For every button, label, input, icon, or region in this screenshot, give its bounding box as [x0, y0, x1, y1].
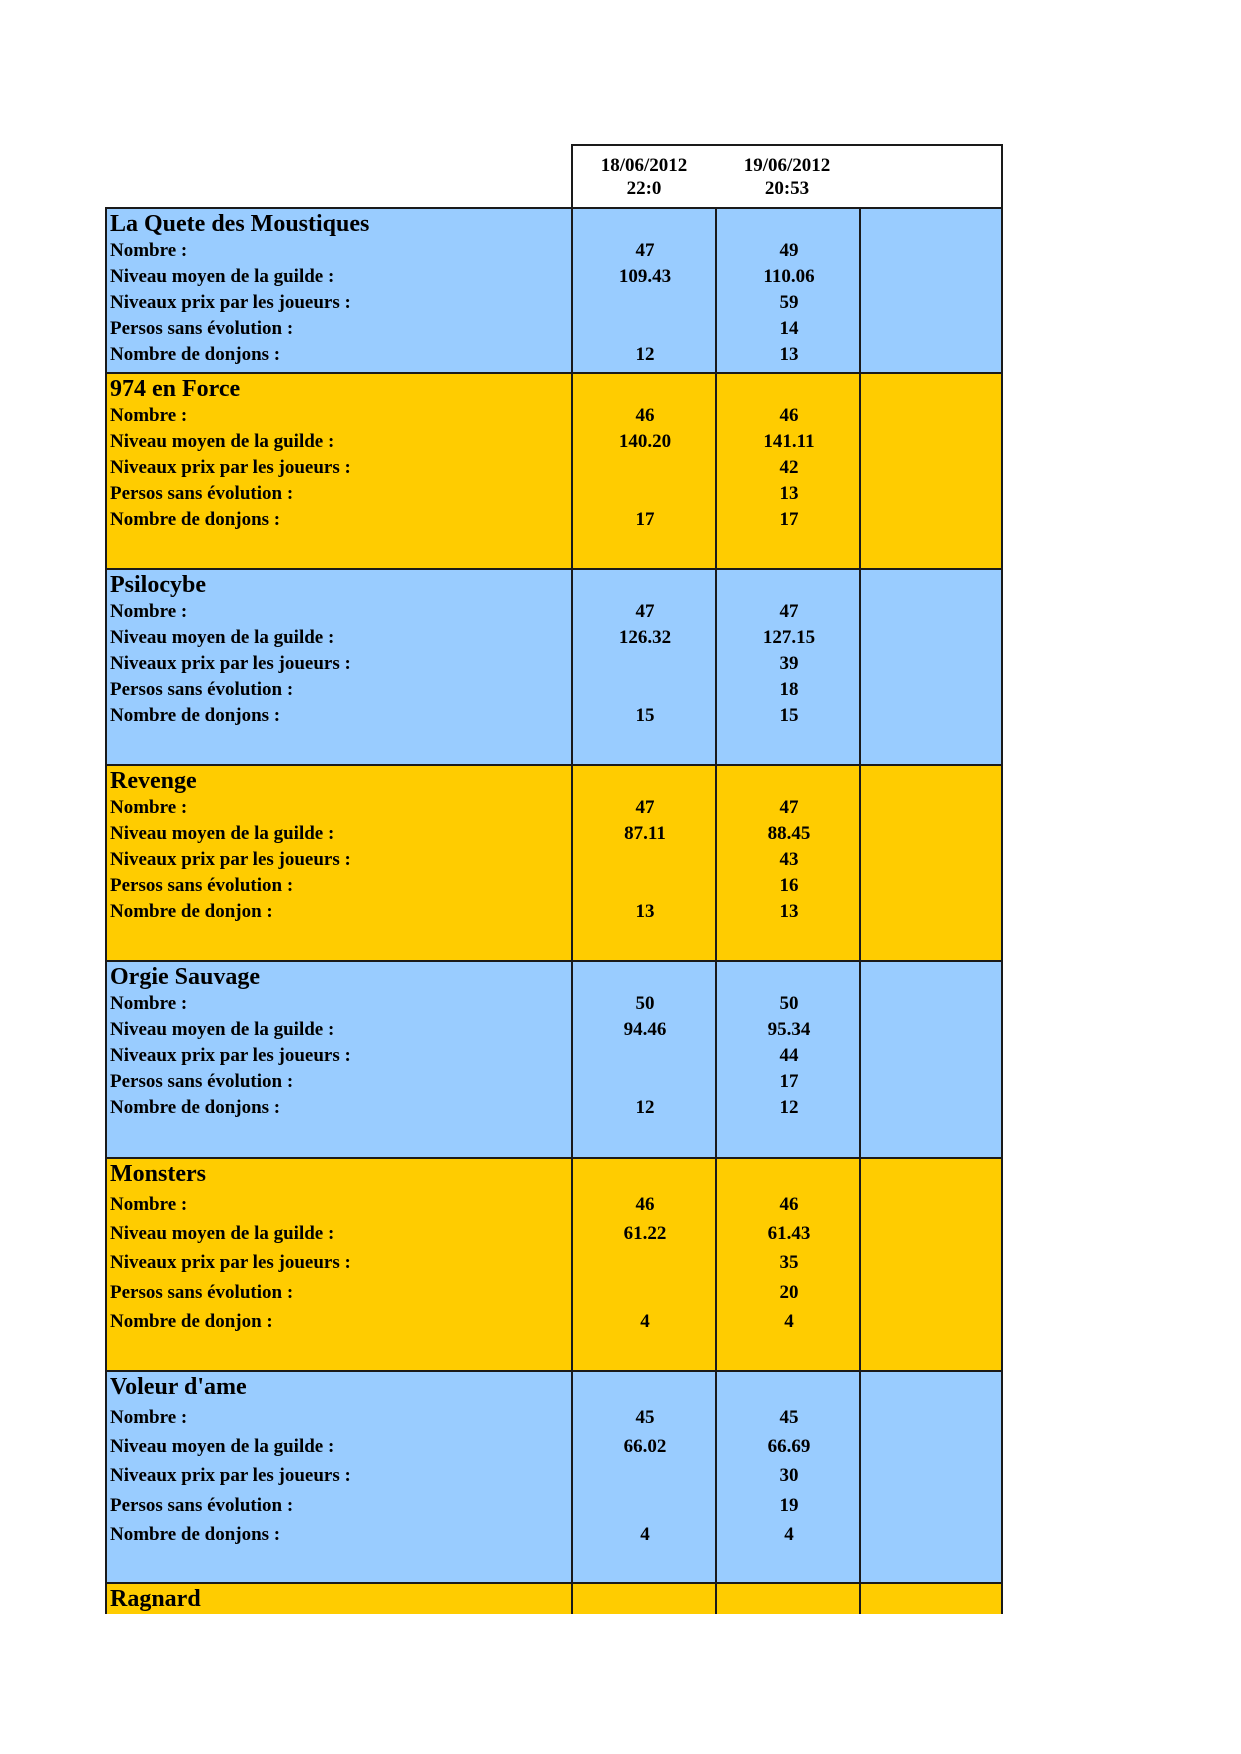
value-date-2: 44 — [779, 1045, 799, 1066]
stat-label: Nombre : — [110, 240, 188, 261]
value-date-2: 13 — [779, 901, 799, 922]
stat-label: Niveaux prix par les joueurs : — [110, 457, 351, 478]
value-date-1: 17 — [635, 509, 655, 530]
column-divider — [715, 1584, 717, 1614]
value-date-2: 12 — [779, 1097, 799, 1118]
stat-row — [107, 1495, 1001, 1521]
stat-label: Nombre : — [110, 405, 188, 426]
stat-label: Nombre : — [110, 993, 188, 1014]
guild-name: Revenge — [110, 768, 197, 794]
value-date-2: 110.06 — [763, 266, 815, 287]
stat-row — [107, 653, 1001, 679]
header-time: 20:53 — [764, 177, 810, 199]
stat-label: Nombre : — [110, 601, 188, 622]
stat-row — [107, 1436, 1001, 1462]
stat-label: Niveau moyen de la guilde : — [110, 431, 335, 452]
value-date-2: 30 — [779, 1465, 799, 1486]
stat-row — [107, 1223, 1001, 1249]
stat-label: Niveaux prix par les joueurs : — [110, 1465, 351, 1486]
value-date-1: 87.11 — [624, 823, 666, 844]
value-date-2: 16 — [779, 875, 799, 896]
guild-name: Ragnard — [110, 1586, 201, 1612]
value-date-2: 50 — [779, 993, 799, 1014]
stat-row — [107, 1282, 1001, 1308]
value-date-1: 13 — [635, 901, 655, 922]
value-date-2: 15 — [779, 705, 799, 726]
stat-label: Persos sans évolution : — [110, 1071, 294, 1092]
value-date-2: 46 — [779, 405, 799, 426]
stat-row — [107, 1407, 1001, 1433]
value-date-2: 66.69 — [767, 1436, 811, 1457]
stat-label: Persos sans évolution : — [110, 483, 294, 504]
stat-label: Niveaux prix par les joueurs : — [110, 849, 351, 870]
column-header-date-2 — [715, 144, 861, 207]
column-divider — [571, 1584, 573, 1614]
value-date-1: 15 — [635, 705, 655, 726]
value-date-2: 18 — [779, 679, 799, 700]
header-time: 22:0 — [626, 177, 662, 199]
guild-block — [105, 207, 1003, 372]
stat-row — [107, 344, 1001, 370]
stat-row — [107, 705, 1001, 731]
value-date-1: 109.43 — [618, 266, 672, 287]
value-date-1: 47 — [635, 601, 655, 622]
stat-row — [107, 849, 1001, 875]
value-date-1: 4 — [640, 1524, 650, 1545]
stat-label: Nombre de donjons : — [110, 509, 281, 530]
column-header-empty — [859, 144, 1003, 207]
value-date-1: 12 — [635, 344, 655, 365]
guild-block — [105, 1157, 1003, 1370]
guild-name: 974 en Force — [110, 376, 241, 402]
value-date-2: 43 — [779, 849, 799, 870]
stat-label: Nombre de donjon : — [110, 901, 273, 922]
value-date-2: 13 — [779, 483, 799, 504]
stat-row — [107, 292, 1001, 318]
stat-label: Persos sans évolution : — [110, 875, 294, 896]
value-date-2: 19 — [779, 1495, 799, 1516]
stat-row — [107, 875, 1001, 901]
guild-block — [105, 568, 1003, 764]
stat-row — [107, 993, 1001, 1019]
value-date-2: 45 — [779, 1407, 799, 1428]
value-date-1: 46 — [635, 1194, 655, 1215]
stat-row — [107, 901, 1001, 927]
stat-row — [107, 1097, 1001, 1123]
stat-label: Persos sans évolution : — [110, 1282, 294, 1303]
stat-row — [107, 627, 1001, 653]
guild-name: Orgie Sauvage — [110, 964, 260, 990]
stat-row — [107, 1465, 1001, 1491]
stat-label: Niveaux prix par les joueurs : — [110, 1252, 351, 1273]
column-header-date-1 — [571, 144, 717, 207]
value-date-2: 47 — [779, 601, 799, 622]
stat-row — [107, 509, 1001, 535]
guild-name: Psilocybe — [110, 572, 206, 598]
stat-row — [107, 431, 1001, 457]
stat-label: Nombre de donjon : — [110, 1311, 273, 1332]
value-date-2: 59 — [779, 292, 799, 313]
guild-block — [105, 764, 1003, 960]
stat-row — [107, 483, 1001, 509]
stat-label: Niveaux prix par les joueurs : — [110, 292, 351, 313]
column-divider — [859, 1584, 861, 1614]
value-date-2: 4 — [784, 1524, 794, 1545]
stat-label: Nombre de donjons : — [110, 344, 281, 365]
guild-name: Monsters — [110, 1161, 206, 1187]
stat-label: Nombre de donjons : — [110, 1524, 281, 1545]
stat-row — [107, 1524, 1001, 1550]
stat-label: Nombre : — [110, 1194, 188, 1215]
stat-label: Niveau moyen de la guilde : — [110, 1019, 335, 1040]
stat-label: Niveau moyen de la guilde : — [110, 627, 335, 648]
stat-label: Niveau moyen de la guilde : — [110, 1223, 335, 1244]
value-date-2: 61.43 — [767, 1223, 811, 1244]
stat-row — [107, 679, 1001, 705]
value-date-1: 47 — [635, 240, 655, 261]
value-date-1: 126.32 — [618, 627, 672, 648]
stat-row — [107, 266, 1001, 292]
value-date-2: 95.34 — [767, 1019, 811, 1040]
value-date-1: 46 — [635, 405, 655, 426]
value-date-2: 141.11 — [763, 431, 815, 452]
stat-row — [107, 1019, 1001, 1045]
stat-row — [107, 1252, 1001, 1278]
stat-row — [107, 1194, 1001, 1220]
guild-block — [105, 372, 1003, 568]
value-date-1: 61.22 — [623, 1223, 667, 1244]
stat-label: Nombre : — [110, 797, 188, 818]
stat-row — [107, 797, 1001, 823]
value-date-2: 17 — [779, 1071, 799, 1092]
stat-label: Niveaux prix par les joueurs : — [110, 1045, 351, 1066]
stat-label: Persos sans évolution : — [110, 318, 294, 339]
stat-row — [107, 1071, 1001, 1097]
value-date-2: 4 — [784, 1311, 794, 1332]
value-date-2: 13 — [779, 344, 799, 365]
value-date-2: 46 — [779, 1194, 799, 1215]
header-date: 18/06/2012 — [600, 154, 688, 176]
stat-row — [107, 1045, 1001, 1071]
stat-label: Nombre : — [110, 1407, 188, 1428]
stat-row — [107, 457, 1001, 483]
guild-name: La Quete des Moustiques — [110, 211, 370, 237]
stat-label: Niveaux prix par les joueurs : — [110, 653, 351, 674]
stat-row — [107, 1311, 1001, 1337]
value-date-2: 88.45 — [767, 823, 811, 844]
value-date-1: 50 — [635, 993, 655, 1014]
value-date-2: 49 — [779, 240, 799, 261]
value-date-1: 140.20 — [618, 431, 672, 452]
value-date-2: 14 — [779, 318, 799, 339]
value-date-2: 42 — [779, 457, 799, 478]
guild-block — [105, 1582, 1003, 1614]
stat-label: Niveau moyen de la guilde : — [110, 266, 335, 287]
stat-row — [107, 405, 1001, 431]
value-date-1: 66.02 — [623, 1436, 667, 1457]
value-date-1: 4 — [640, 1311, 650, 1332]
value-date-1: 94.46 — [623, 1019, 667, 1040]
value-date-2: 35 — [779, 1252, 799, 1273]
value-date-1: 45 — [635, 1407, 655, 1428]
guild-block — [105, 960, 1003, 1157]
value-date-1: 12 — [635, 1097, 655, 1118]
stat-label: Nombre de donjons : — [110, 1097, 281, 1118]
stat-label: Niveau moyen de la guilde : — [110, 1436, 335, 1457]
stat-row — [107, 601, 1001, 627]
guild-name: Voleur d'ame — [110, 1374, 247, 1400]
stat-label: Persos sans évolution : — [110, 1495, 294, 1516]
stat-label: Persos sans évolution : — [110, 679, 294, 700]
value-date-2: 20 — [779, 1282, 799, 1303]
value-date-2: 127.15 — [762, 627, 816, 648]
stat-row — [107, 318, 1001, 344]
stat-label: Niveau moyen de la guilde : — [110, 823, 335, 844]
value-date-2: 17 — [779, 509, 799, 530]
stat-row — [107, 240, 1001, 266]
stat-row — [107, 823, 1001, 849]
value-date-1: 47 — [635, 797, 655, 818]
value-date-2: 39 — [779, 653, 799, 674]
header-date: 19/06/2012 — [743, 154, 831, 176]
stat-label: Nombre de donjons : — [110, 705, 281, 726]
guild-block — [105, 1370, 1003, 1582]
value-date-2: 47 — [779, 797, 799, 818]
